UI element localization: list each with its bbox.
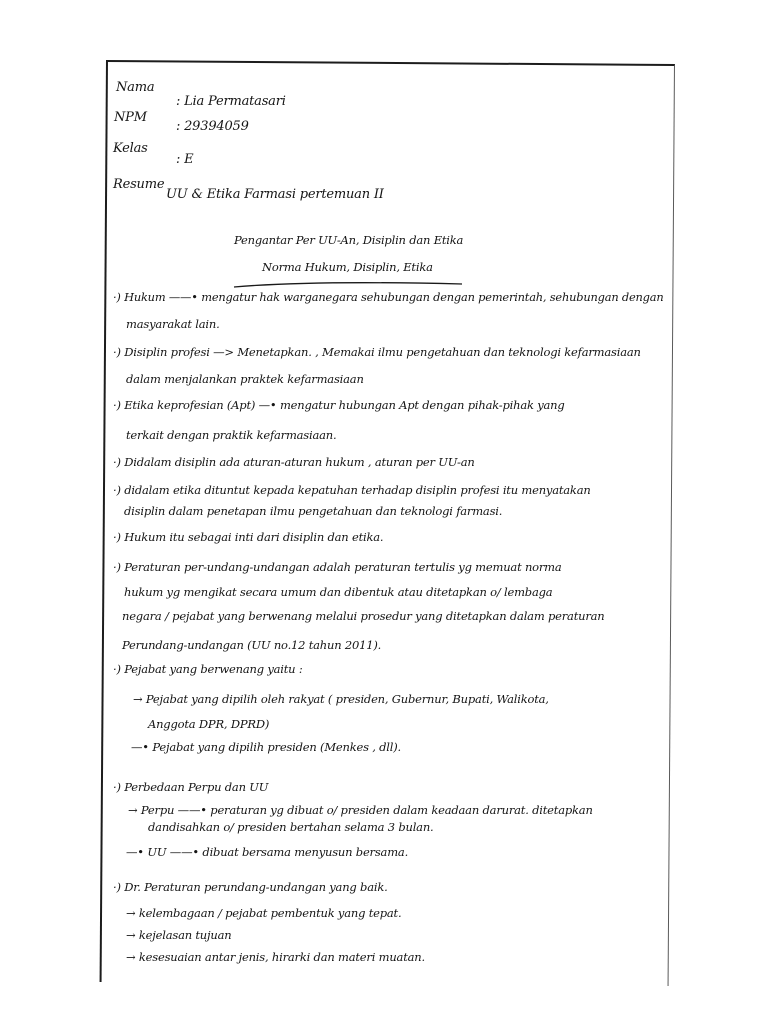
title-underline	[232, 281, 464, 289]
npm-value: : 29394059	[176, 119, 249, 134]
note-line: → kelembagaan / pejabat pembentuk yang tepat.	[126, 906, 402, 920]
note-line: ·) Peraturan per-undang-undangan adalah peraturan tertulis yg memuat norma	[113, 560, 562, 574]
note-line: Perundang-undangan (UU no.12 tahun 2011).	[122, 638, 382, 652]
npm-label: NPM	[114, 110, 147, 125]
title-line-2: Norma Hukum, Disiplin, Etika	[262, 260, 433, 274]
note-line: —• Pejabat yang dipilih presiden (Menkes , dll).	[131, 740, 402, 754]
resume-value: UU & Etika Farmasi pertemuan II	[166, 187, 384, 202]
title-line-1: Pengantar Per UU-An, Disiplin dan Etika	[234, 233, 464, 247]
note-line: ·) didalam etika dituntut kepada kepatuhan terhadap disiplin profesi itu menyatakan	[113, 483, 591, 497]
resume-label: Resume	[113, 177, 165, 192]
note-line: masyarakat lain.	[126, 317, 220, 331]
note-line: → Pejabat yang dipilih oleh rakyat ( presiden, Gubernur, Bupati, Walikota,	[133, 692, 549, 706]
kelas-label: Kelas	[113, 141, 148, 156]
note-line: → kejelasan tujuan	[126, 928, 232, 942]
note-line: hukum yg mengikat secara umum dan dibentuk atau ditetapkan o/ lembaga	[124, 585, 553, 599]
note-line: → kesesuaian antar jenis, hirarki dan materi muatan.	[126, 950, 425, 964]
note-line: —• UU ——• dibuat bersama menyusun bersama.	[126, 845, 409, 859]
note-line: Anggota DPR, DPRD)	[148, 717, 270, 731]
note-line: ·) Disiplin profesi —> Menetapkan. , Memakai ilmu pengetahuan dan teknologi kefarmasiaan	[113, 345, 641, 359]
note-line: negara / pejabat yang berwenang melalui prosedur yang ditetapkan dalam peraturan	[122, 609, 605, 623]
nama-value: : Lia Permatasari	[176, 94, 286, 109]
note-line: ·) Dr. Peraturan perundang-undangan yang baik.	[113, 880, 388, 894]
note-line: → Perpu ——• peraturan yg dibuat o/ presiden dalam keadaan darurat. ditetapkan	[128, 803, 593, 817]
note-line: ·) Didalam disiplin ada aturan-aturan hukum , aturan per UU-an	[113, 455, 475, 469]
note-line: ·) Hukum ——• mengatur hak warganegara sehubungan dengan pemerintah, sehubungan dengan	[113, 290, 664, 304]
kelas-value: : E	[176, 152, 194, 167]
note-line: dalam menjalankan praktek kefarmasiaan	[126, 372, 364, 386]
note-line: ·) Pejabat yang berwenang yaitu :	[113, 662, 303, 676]
note-line: terkait dengan praktik kefarmasiaan.	[126, 428, 337, 442]
note-line: ·) Perbedaan Perpu dan UU	[113, 780, 269, 794]
note-line: disiplin dalam penetapan ilmu pengetahuan dan teknologi farmasi.	[124, 504, 503, 518]
note-line: ·) Etika keprofesian (Apt) —• mengatur hubungan Apt dengan pihak-pihak yang	[113, 398, 565, 412]
note-line: ·) Hukum itu sebagai inti dari disiplin dan etika.	[113, 530, 384, 544]
note-line: dandisahkan o/ presiden bertahan selama 3 bulan.	[148, 820, 434, 834]
nama-label: Nama	[116, 80, 155, 95]
